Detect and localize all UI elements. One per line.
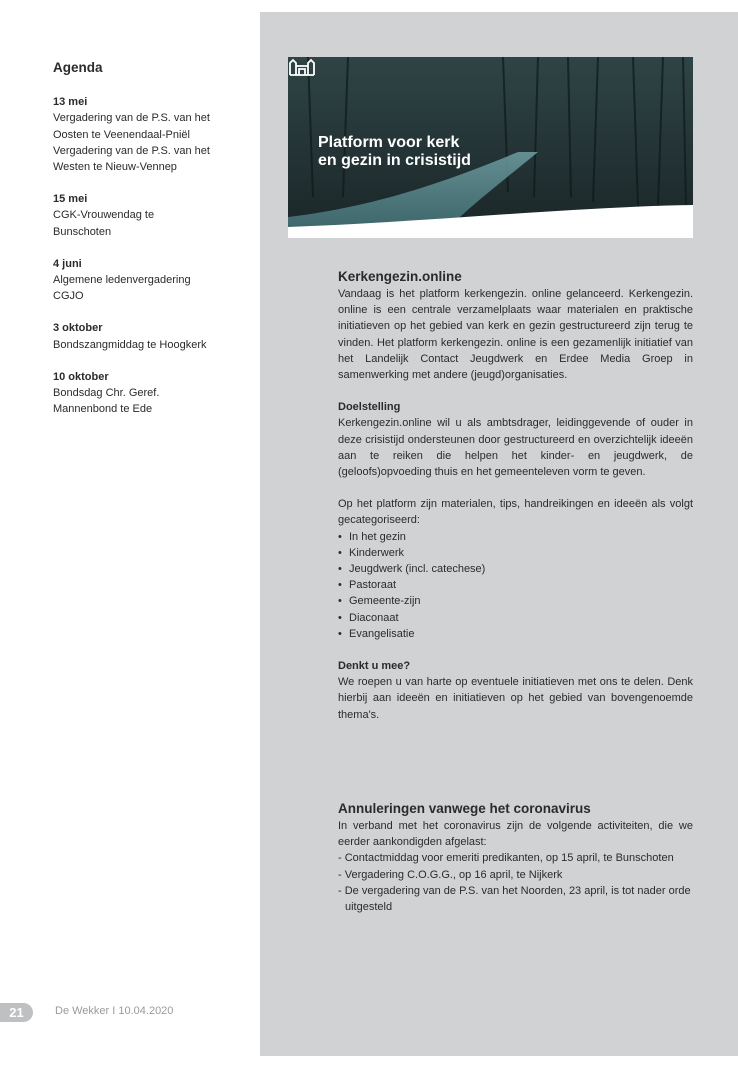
agenda-title: Agenda (53, 60, 103, 75)
list-item: • Evangelisatie (338, 626, 693, 642)
agenda-sidebar (53, 60, 213, 433)
article-cancellations (338, 800, 693, 915)
cancellation-list (338, 850, 693, 915)
event-date: 10 oktober (53, 370, 109, 383)
article-title: Kerkengezin.online (338, 269, 462, 284)
banner-headline (318, 134, 471, 170)
agenda-event (53, 94, 213, 175)
list-item: • Pastoraat (338, 577, 693, 593)
goal-text: Kerkengezin.online wil u als ambtsdrager, leidinggevende of ouder in deze crisistijd ondersteunen door gestructureerd en overzichtelijk ideeën aan te reiken die helpen het kinder- en jeugdwerk, de (geloofs)opvoeding thuis en het gemeenteleven vorm te geven. (338, 417, 693, 479)
banner-line: Platform voor kerk (318, 134, 460, 151)
page-number: 21 (0, 1003, 33, 1022)
think-text: We roepen u van harte op eventuele initiatieven met ons te delen. Denk hierbij aan ideeën en initiatieven op het gebied van bovengenoemde thema's. (338, 676, 693, 721)
event-line: Algemene ledenvergadering CGJO (53, 274, 191, 303)
list-item: • Diaconaat (338, 610, 693, 626)
event-line: CGK-Vrouwendag te Bunschoten (53, 209, 155, 238)
event-line: Bondszangmiddag te Hoogkerk (53, 338, 207, 351)
think-heading: Denkt u mee? (338, 660, 411, 673)
category-list (338, 529, 693, 642)
agenda-event (53, 256, 213, 305)
list-item: - Vergadering C.O.G.G., op 16 april, te Nijkerk (338, 868, 563, 881)
event-line: Bondsdag Chr. Geref. Mannenbond te Ede (53, 387, 160, 416)
list-item: - Contactmiddag voor emeriti predikanten, op 15 april, te Bunschoten (338, 852, 674, 865)
goal-heading: Doelstelling (338, 401, 401, 414)
cancellations-intro: In verband met het coronavirus zijn de volgende activiteiten, die we eerder aankondigden afgelast: (338, 820, 693, 849)
agenda-event (53, 369, 213, 418)
event-line: Vergadering van de P.S. van het Oosten te Veenendaal-Pniël (53, 112, 210, 141)
categories-intro: Op het platform zijn materialen, tips, handreikingen en ideeën als volgt gecategoriseerd: (338, 498, 693, 527)
banner-line: en gezin in crisistijd (318, 152, 471, 169)
event-line: Vergadering van de P.S. van het Westen te Nieuw-Vennep (53, 144, 210, 174)
article-intro: Vandaag is het platform kerkengezin. online gelanceerd. Kerkengezin. online is een centrale verzamelplaats waar materialen en praktische initiatieven op het gebied van kerk en gezin gestructureerd zijn terug te vinden. Het platform kerkengezin. online is een gezamenlijk initiatief van het Landelijk Contact Jeugdwerk en Erdee Media Groep in samenwerking met andere (jeugd)organisaties. (338, 288, 693, 382)
event-date: 3 oktober (53, 322, 103, 335)
agenda-event (53, 191, 213, 240)
publication-info: De Wekker I 10.04.2020 (55, 1005, 174, 1017)
cancellations-title: Annuleringen vanwege het coronavirus (338, 801, 591, 816)
list-item: • Gemeente-zijn (338, 593, 693, 609)
list-item: - De vergadering van de P.S. van het Noorden, 23 april, is tot nader orde uitgesteld (338, 884, 691, 914)
list-item: • Kinderwerk (338, 545, 693, 561)
list-item: • In het gezin (338, 529, 693, 545)
article-kerkengezin (338, 268, 693, 723)
agenda-event (53, 320, 213, 352)
event-date: 13 mei (53, 96, 88, 109)
platform-banner (288, 57, 693, 238)
event-date: 4 juni (53, 257, 82, 270)
church-logo-icon (288, 57, 316, 77)
event-date: 15 mei (53, 193, 88, 206)
list-item: • Jeugdwerk (incl. catechese) (338, 561, 693, 577)
